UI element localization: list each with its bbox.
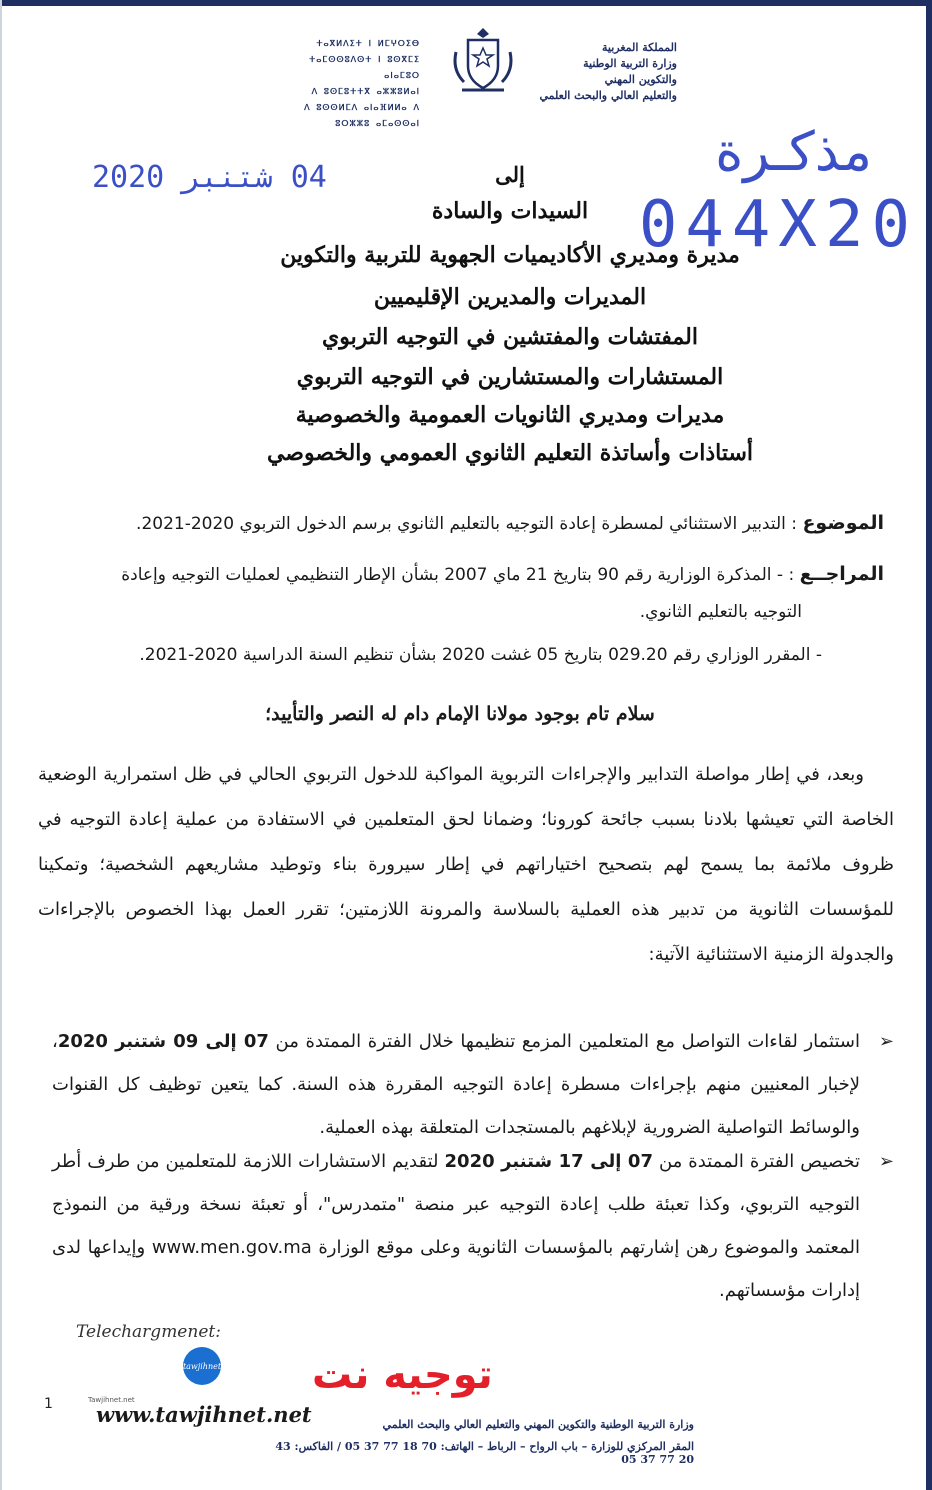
arrow-bullet-icon: ➢ [878,1031,894,1052]
bullet-text: استثمار لقاءات التواصل مع المتعلمين المزمع تنظيمها خلال الفترة الممتدة من [268,1031,860,1052]
reference-line: - المقرر الوزاري رقم 029.20 بتاريخ 05 غشت 2020 بشأن تنظيم السنة الدراسية 2020-2021. [139,645,822,665]
reference-text: : - المذكرة الوزارية رقم 90 بتاريخ 21 ماي 2007 بشأن الإطار التنظيمي لعمليات التوجيه وإعادة [121,565,795,585]
header-line: والتعليم العالي والبحث العلمي [539,89,677,102]
bullet-item [52,1140,894,1312]
recipient-line: المفتشات والمفتشين في التوجيه التربوي [322,324,698,350]
date-stamp: 04 شتنبر 2020 [92,160,327,195]
footer-ministry: وزارة التربية الوطنية والتكوين المهني والتعليم العالي والبحث العلمي [382,1418,694,1431]
recipient-to: إلى [495,162,525,187]
logo-text: توجيه نت [312,1352,493,1398]
logo-small-text: tawjihnet [182,1362,222,1371]
watermark-download-label: Telechargmenet: [76,1322,221,1342]
logo-caption: Tawjihnet.net [88,1396,135,1404]
page-border-left [0,0,2,1490]
header-line: ⵜⴰⵎⵙⵙⵓⴷⵙⵜ ⵏ ⵓⵙⴳⵎⵉ ⴰⵏⴰⵎⵓⵔ [309,55,420,80]
subject-label: الموضوع [802,512,884,534]
references-label: المراجــع [799,563,884,585]
watermark-site: www.tawjihnet.net [96,1402,312,1427]
footer-address: المقر المركزي للوزارة – باب الرواح – الرباط – الهاتف: 70 18 77 37 05 / الفاكس: 43 20 77 37 05 [275,1440,694,1466]
bullet-text: تخصيص الفترة الممتدة من [652,1151,860,1172]
recipient-line: المستشارات والمستشارين في التوجيه التربوي [296,364,724,390]
reference-line [121,563,884,585]
bullet-date: 07 إلى 09 شتنبر 2020 [57,1031,269,1052]
reference-continuation: التوجيه بالتعليم الثانوي. [639,602,802,622]
recipient-line: أستاذات وأساتذة التعليم الثانوي العمومي والخصوصي [266,440,754,466]
recipient-line: المديرات والمديرين الإقليميين [373,284,647,310]
page-border-right [926,0,932,1490]
header-line: والتكوين المهني [604,73,677,86]
recipient-line: مديرة ومديري الأكاديميات الجهوية للتربية والتكوين [280,242,740,268]
bullet-text: ، لإخبار المعنيين منهم بإجراءات مسطرة إعادة التوجيه المقررة هذه السنة. كما يتعين توظيف كل القنوات والوسائط التواصلية الضرورية لإبلاغهم بالمستجدات المتعلقة بهذه العملية. [52,1031,860,1138]
bullet-date: 07 إلى 17 شتنبر 2020 [444,1151,653,1172]
header-line: وزارة التربية الوطنية [583,57,677,70]
tawjihnet-logo [80,1344,493,1404]
greeting: سلام تام بوجود مولانا الإمام دام له النصر والتأييد؛ [265,703,655,725]
header-line: المملكة المغربية [602,41,677,54]
header-line: ⴷ ⵓⵙⵙⵍⵎⴷ ⴰⵏⴰⴼⵍⵍⴰ ⴷ ⵓⵔⵣⵣⵓ ⴰⵎⴰⵙⵙⴰⵏ [304,103,420,128]
note-stamp-label: مذكـرة [715,120,872,183]
royal-emblem-icon [448,22,518,102]
recipient-line: السيدات والسادة [431,198,589,224]
bullet-text: لتقديم الاستشارات اللازمة للمتعلمين من طرف أطر التوجيه التربوي، وكذا تعبئة طلب إعادة التوجيه عبر منصة "متمدرس"، أو تعبئة نسخة ورقية من النموذج المعتمد والموضوع رهن إشارتهم بالمؤسسات الثانوية وعلى موقع الوزارة www.men.gov.ma وإيداعها لدى إدارات مؤسساتهم. [52,1151,860,1301]
intro-paragraph: وبعد، في إطار مواصلة التدابير والإجراءات التربوية المواكبة للدخول التربوي الحالي في ظل استمرارية الوضعية الخاصة التي تعيشها بلادنا بسبب جائحة كورونا؛ وضمانا لحق المتعلمين في الاستفادة من عملية إعادة التوجيه في ظروف ملائمة بما يسمح لهم بتصحيح اختياراتهم في إطار سيرورة بناء وتوطيد مشاريعهم الشخصية؛ وتمكينا للمؤسسات الثانوية من تدبير هذه العملية بالسلاسة والمرونة اللازمتين؛ تقرر العمل بهذا الخصوص بالإجراءات والجدولة الزمنية الاستثنائية الآتية: [38,764,894,965]
bullet-item [52,1020,894,1149]
arrow-bullet-icon: ➢ [878,1151,894,1172]
header-line: ⵜⴰⴳⵍⴷⵉⵜ ⵏ ⵍⵎⵖⵔⵉⴱ [316,39,420,48]
ministry-header-tifinagh [270,36,420,132]
page-border-top [0,0,932,6]
note-stamp-number: 044X20 [638,188,918,262]
subject-text: : التدبير الاستثنائي لمسطرة إعادة التوجيه بالتعليم الثانوي برسم الدخول التربوي 2020-2021. [136,514,798,534]
subject-line [136,512,884,534]
header-line: ⴷ ⵓⵙⵎⵓⵜⵜⴳ ⴰⵣⵣⵓⵍⴰⵏ [311,87,420,96]
page-number: 1 [44,1396,53,1412]
recipient-line: مديرات ومديري الثانويات العمومية والخصوصية [295,402,725,428]
